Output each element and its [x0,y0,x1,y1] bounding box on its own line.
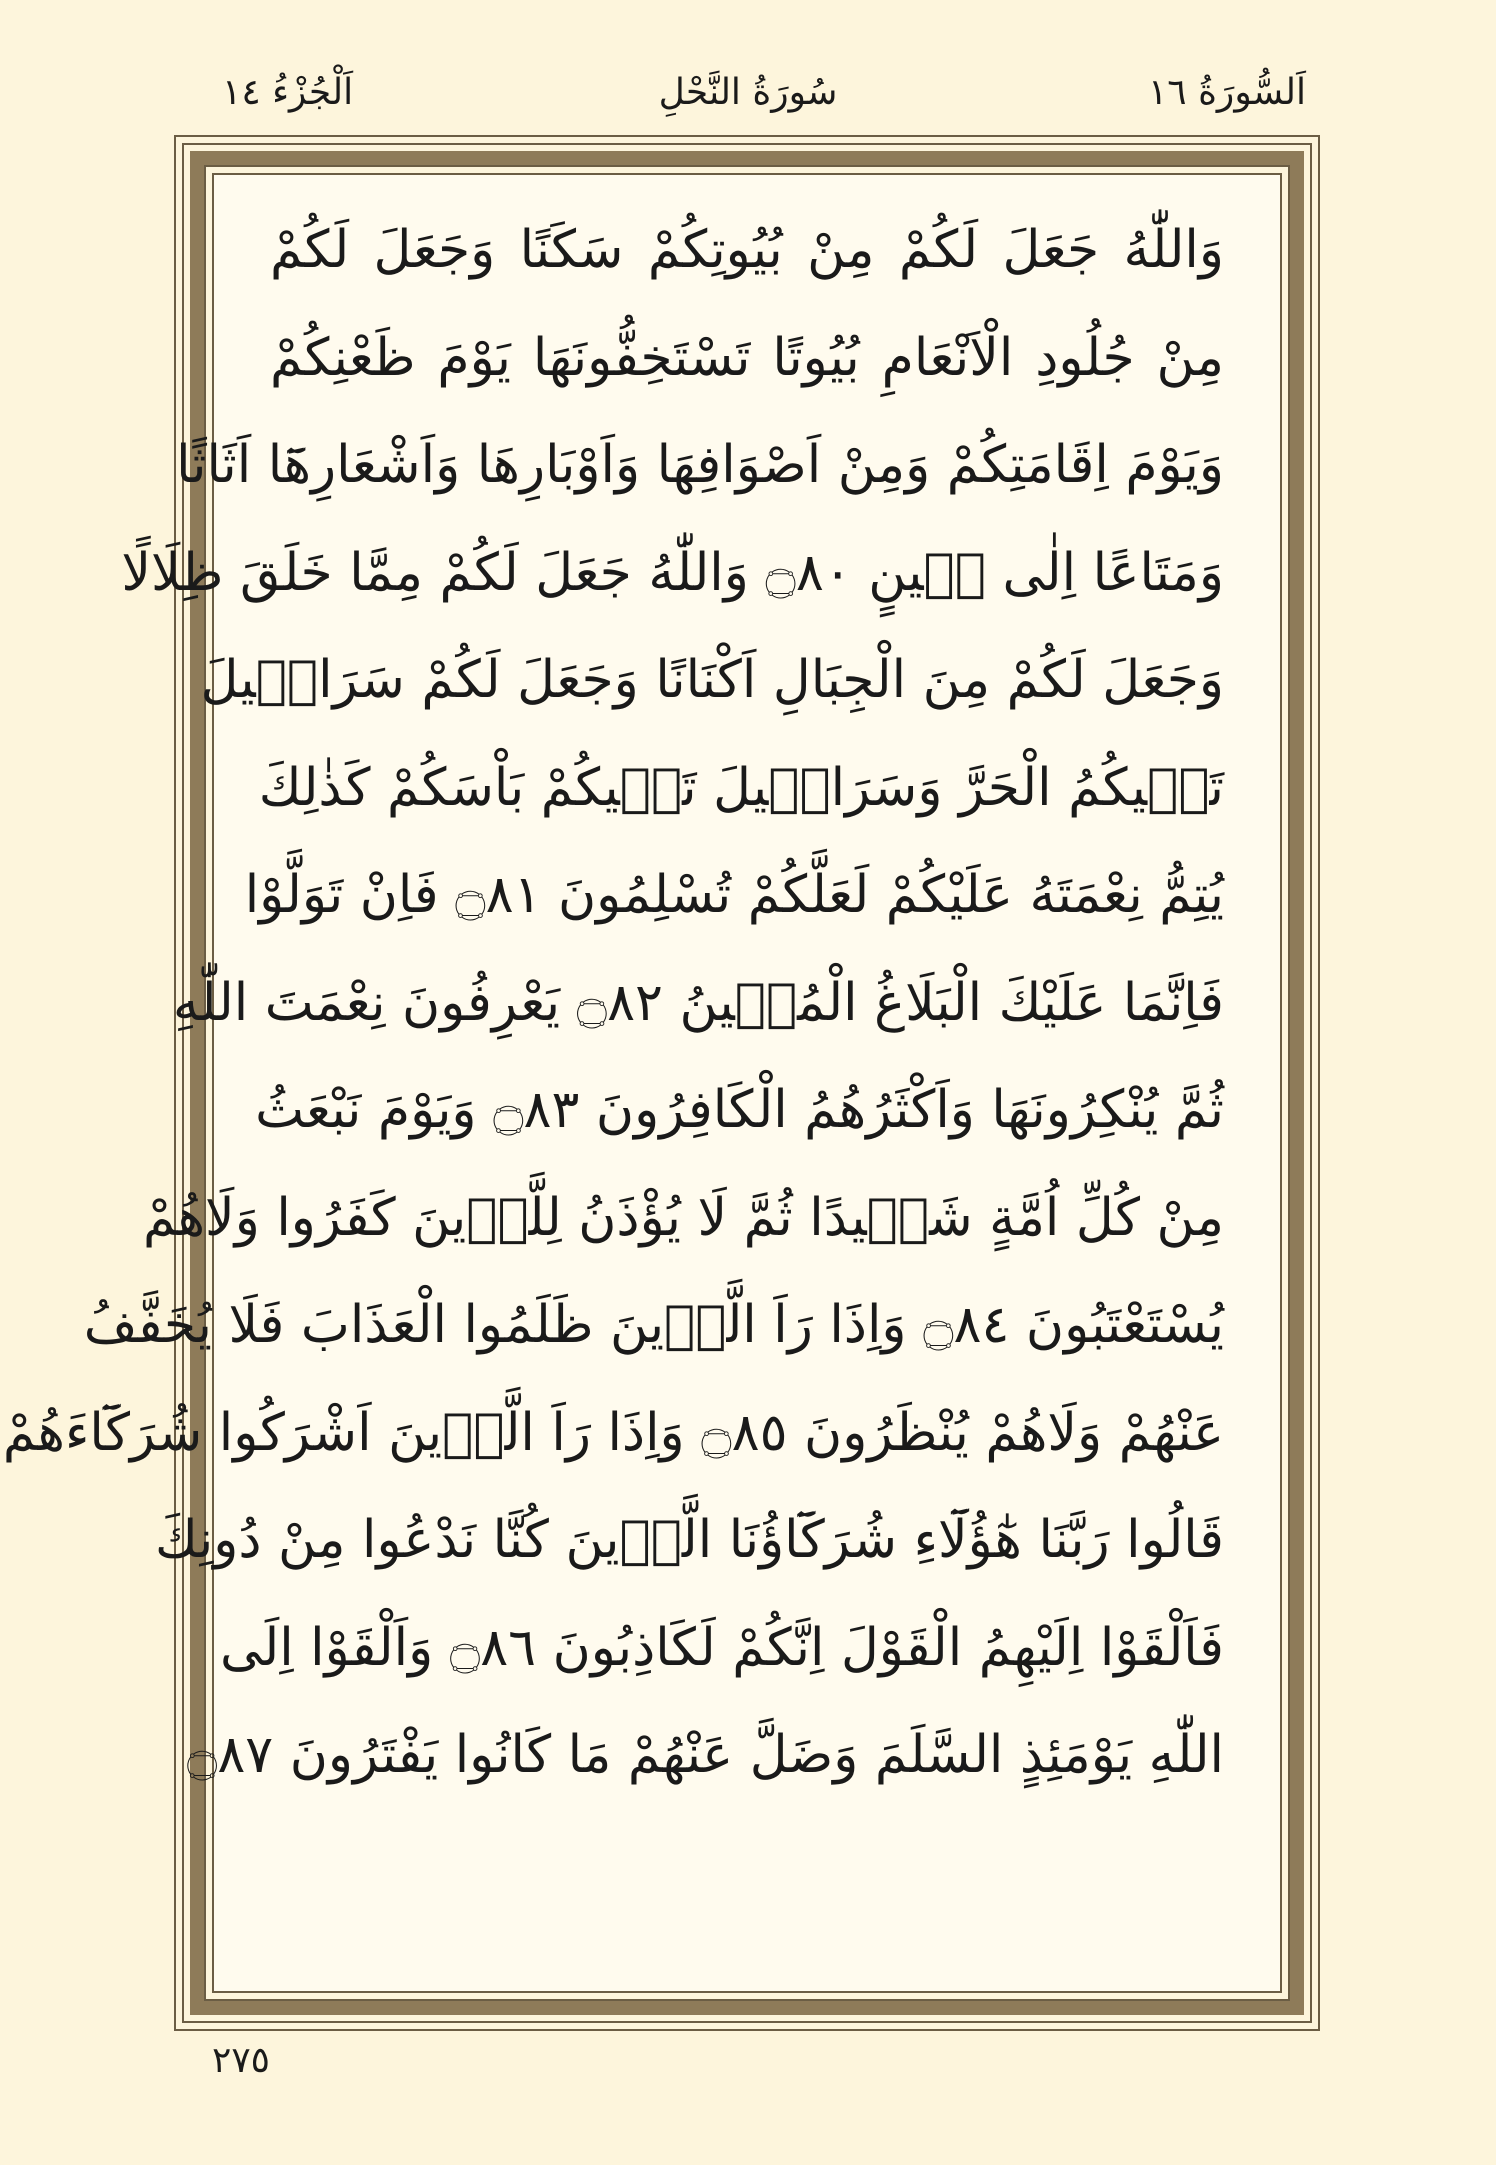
text-line-8: فَاِنَّمَا عَلَيْكَ الْبَلَاغُ الْمُبٖينُ ۝٨٢ يَعْرِفُونَ نِعْمَتَ اللّٰهِ [172,972,1224,1033]
text-line-15: اللّٰهِ يَوْمَئِذٍ السَّلَمَ وَضَلَّ عَنْهُمْ مَا كَانُوا يَفْتَرُونَ ۝٨٧ [186,1725,1224,1785]
juz-number: اَلْجُزْءُ ١٤ [222,72,354,113]
page-number: ٢٧٥ [212,2040,271,2081]
text-line-10: مِنْ كُلِّ اُمَّةٍ شَهٖيدًا ثُمَّ لَا يُؤْذَنُ لِلَّذٖينَ كَفَرُوا وَلَاهُمْ [143,1187,1224,1248]
text-area [2,173,1282,1993]
page-header [0,62,1496,122]
surah-name: سُورَةُ النَّحْلِ [658,72,838,113]
page-frame [2,135,1320,2031]
text-line-2: مِنْ جُلُودِ الْاَنْعَامِ بُيُوتًا تَسْتَخِفُّونَهَا يَوْمَ ظَعْنِكُمْ [270,327,1224,388]
text-line-14: فَاَلْقَوْا اِلَيْهِمُ الْقَوْلَ اِنَّكُمْ لَكَاذِبُونَ ۝٨٦ وَاَلْقَوْا اِلَى [220,1617,1224,1678]
text-line-4: وَمَتَاعًا اِلٰى حٖينٍ ۝٨٠ وَاللّٰهُ جَعَلَ لَكُمْ مِمَّا خَلَقَ ظِلَالًا [121,542,1224,603]
text-line-11: يُسْتَعْتَبُونَ ۝٨٤ وَاِذَا رَاَ الَّذٖينَ ظَلَمُوا الْعَذَابَ فَلَا يُخَفَّفُ [83,1295,1224,1355]
text-line-12: عَنْهُمْ وَلَاهُمْ يُنْظَرُونَ ۝٨٥ وَاِذَا رَاَ الَّذٖينَ اَشْرَكُوا شُرَكَٓاءَهُمْ [2,1402,1224,1463]
text-line-1: وَاللّٰهُ جَعَلَ لَكُمْ مِنْ بُيُوتِكُمْ سَكَنًا وَجَعَلَ لَكُمْ [270,220,1224,280]
text-line-13: قَالُوا رَبَّنَا هٰٓؤُلَٓاءِ شُرَكَٓاؤُنَا الَّذٖينَ كُنَّا نَدْعُوا مِنْ دُونِكَ [154,1510,1224,1570]
text-line-9: ثُمَّ يُنْكِرُونَهَا وَاَكْثَرُهُمُ الْكَافِرُونَ ۝٨٣ وَيَوْمَ نَبْعَثُ [255,1080,1224,1140]
text-line-5: وَجَعَلَ لَكُمْ مِنَ الْجِبَالِ اَكْنَانًا وَجَعَلَ لَكُمْ سَرَابٖيلَ [200,650,1224,710]
text-line-7: يُتِمُّ نِعْمَتَهُ عَلَيْكُمْ لَعَلَّكُمْ تُسْلِمُونَ ۝٨١ فَاِنْ تَوَلَّوْا [244,865,1224,925]
text-line-6: تَقٖيكُمُ الْحَرَّ وَسَرَابٖيلَ تَقٖيكُمْ بَاْسَكُمْ كَذٰلِكَ [258,757,1224,818]
surah-number: اَلسُّورَةُ ١٦ [1147,72,1306,113]
verse-lines [2,197,1224,1810]
text-line-3: وَيَوْمَ اِقَامَتِكُمْ وَمِنْ اَصْوَافِهَا وَاَوْبَارِهَا وَاَشْعَارِهَٓا اَثَاثًا [176,435,1224,495]
